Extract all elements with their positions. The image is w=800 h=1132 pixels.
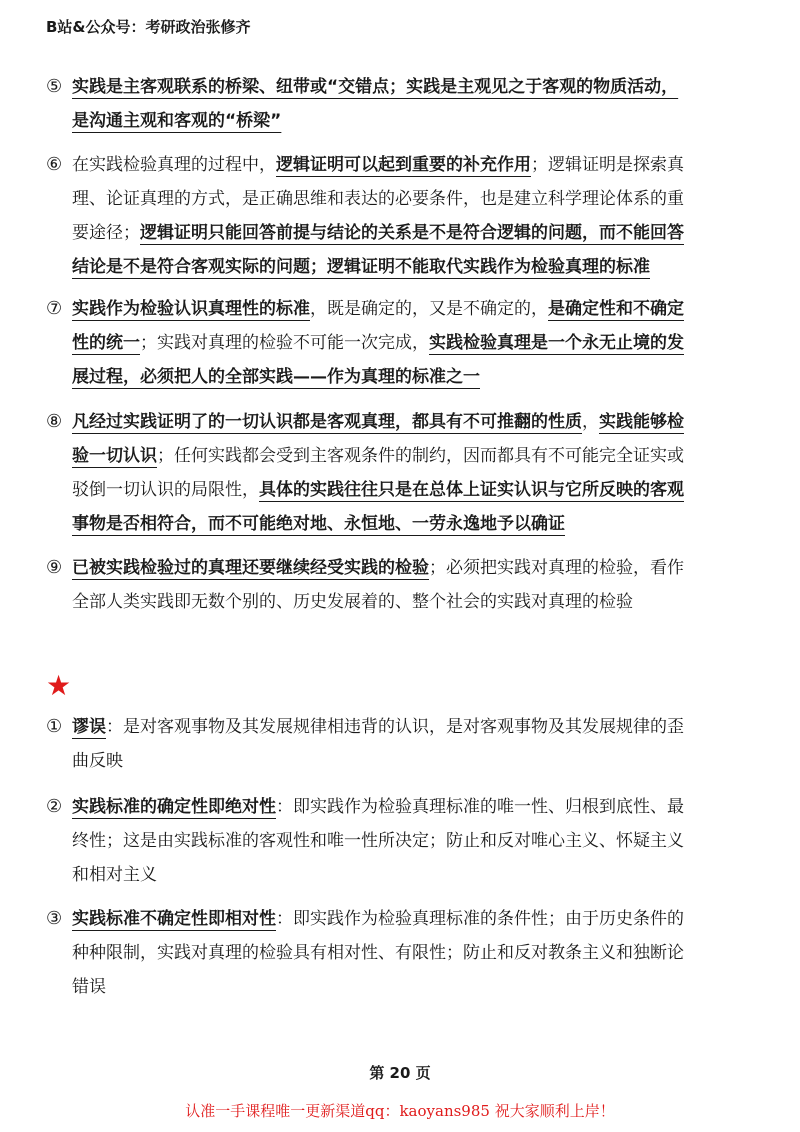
point-1: [46, 710, 756, 778]
bold-text: 实践是主客观联系的桥梁、纽带或“交错点；实践是主观见之于客观的物质活动，: [72, 77, 679, 97]
header-source: B站&公众号：考研政治张修齐: [46, 18, 251, 36]
point-2: [46, 790, 756, 892]
text: ，: [582, 412, 599, 432]
bold-text: 是确定性和不确定: [548, 299, 684, 319]
item-5: [46, 70, 756, 138]
text: 驳倒一切认识的局限性，: [72, 480, 259, 500]
text: 在实践检验真理的过程中，: [72, 155, 276, 175]
bold-text: 实践能够检: [599, 412, 684, 432]
bold-text: 具体的实践往往只是在总体上证实认识与它所反映的客观: [259, 480, 684, 500]
text: ；实践对真理的检验不可能一次完成，: [140, 333, 429, 353]
bold-text: 实践作为检验认识真理性的标准: [72, 299, 310, 319]
text: 种种限制，实践对真理的检验具有相对性、有限性；防止和反对教条主义和独断论: [72, 943, 684, 963]
item-number: ⑨: [46, 557, 63, 578]
bold-text: 实践标准不确定性即相对性: [72, 909, 276, 929]
text: 和相对主义: [72, 865, 157, 885]
text: ，既是确定的，又是不确定的，: [310, 299, 548, 319]
bold-text: 谬误: [72, 717, 106, 737]
item-number: ⑥: [46, 154, 63, 175]
item-number: ③: [46, 908, 63, 929]
text: ：是对客观事物及其发展规律相违背的认识，是对客观事物及其发展规律的歪: [106, 717, 684, 737]
bold-text: 验一切认识: [72, 446, 157, 466]
text: 终性；这是由实践标准的客观性和唯一性所决定；防止和反对唯心主义、怀疑主义: [72, 831, 684, 851]
text: 全部人类实践即无数个别的、历史发展着的、整个社会的实践对真理的检验: [72, 592, 633, 612]
bold-text: 是沟通主观和客观的“桥梁”: [72, 111, 282, 131]
item-9: [46, 551, 756, 619]
item-7: [46, 292, 756, 394]
bold-text: 实践标准的确定性即绝对性: [72, 797, 276, 817]
item-6: [46, 148, 756, 284]
item-number: ⑦: [46, 298, 63, 319]
item-number: ⑧: [46, 411, 63, 432]
text: 曲反映: [72, 751, 123, 771]
footer-note: 认准一手课程唯一更新渠道qq：kaoyans985 祝大家顺利上岸！: [185, 1102, 615, 1120]
text: ：即实践作为检验真理标准的条件性；由于历史条件的: [276, 909, 684, 929]
item-8: [46, 405, 756, 541]
bold-text: 实践检验真理是一个永无止境的发: [429, 333, 684, 353]
bold-text: 性的统一: [72, 333, 140, 353]
text: 错误: [72, 977, 106, 997]
page-number: 第 20 页: [369, 1064, 431, 1082]
item-number: ①: [46, 716, 63, 737]
point-3: [46, 902, 756, 1004]
bold-text: 事物是否相符合，而不可能绝对地、永恒地、一劳永逸地予以确证: [72, 514, 565, 534]
text: ；必须把实践对真理的检验，看作: [429, 558, 684, 578]
bold-text: 逻辑证明只能回答前提与结论的关系是不是符合逻辑的问题，而不能回答: [140, 223, 684, 243]
star-icon: ★: [46, 669, 72, 702]
text: ：即实践作为检验真理标准的唯一性、归根到底性、最: [276, 797, 684, 817]
text: ；逻辑证明是探索真: [531, 155, 684, 175]
text: 理、论证真理的方式，是正确思维和表达的必要条件，也是建立科学理论体系的重: [72, 189, 684, 209]
text: 要途径；: [72, 223, 140, 243]
bold-text: 展过程，必须把人的全部实践——作为真理的标准之一: [72, 367, 480, 387]
text: ；任何实践都会受到主客观条件的制约，因而都具有不可能完全证实或: [157, 446, 684, 466]
bold-text: 已被实践检验过的真理还要继续经受实践的检验: [72, 558, 429, 578]
item-number: ②: [46, 796, 63, 817]
bold-text: 逻辑证明可以起到重要的补充作用: [276, 155, 531, 175]
bold-text: 凡经过实践证明了的一切认识都是客观真理，都具有不可推翻的性质: [72, 412, 582, 432]
item-number: ⑤: [46, 76, 63, 97]
bold-text: 结论是不是符合客观实际的问题；逻辑证明不能取代实践作为检验真理的标准: [72, 257, 650, 277]
